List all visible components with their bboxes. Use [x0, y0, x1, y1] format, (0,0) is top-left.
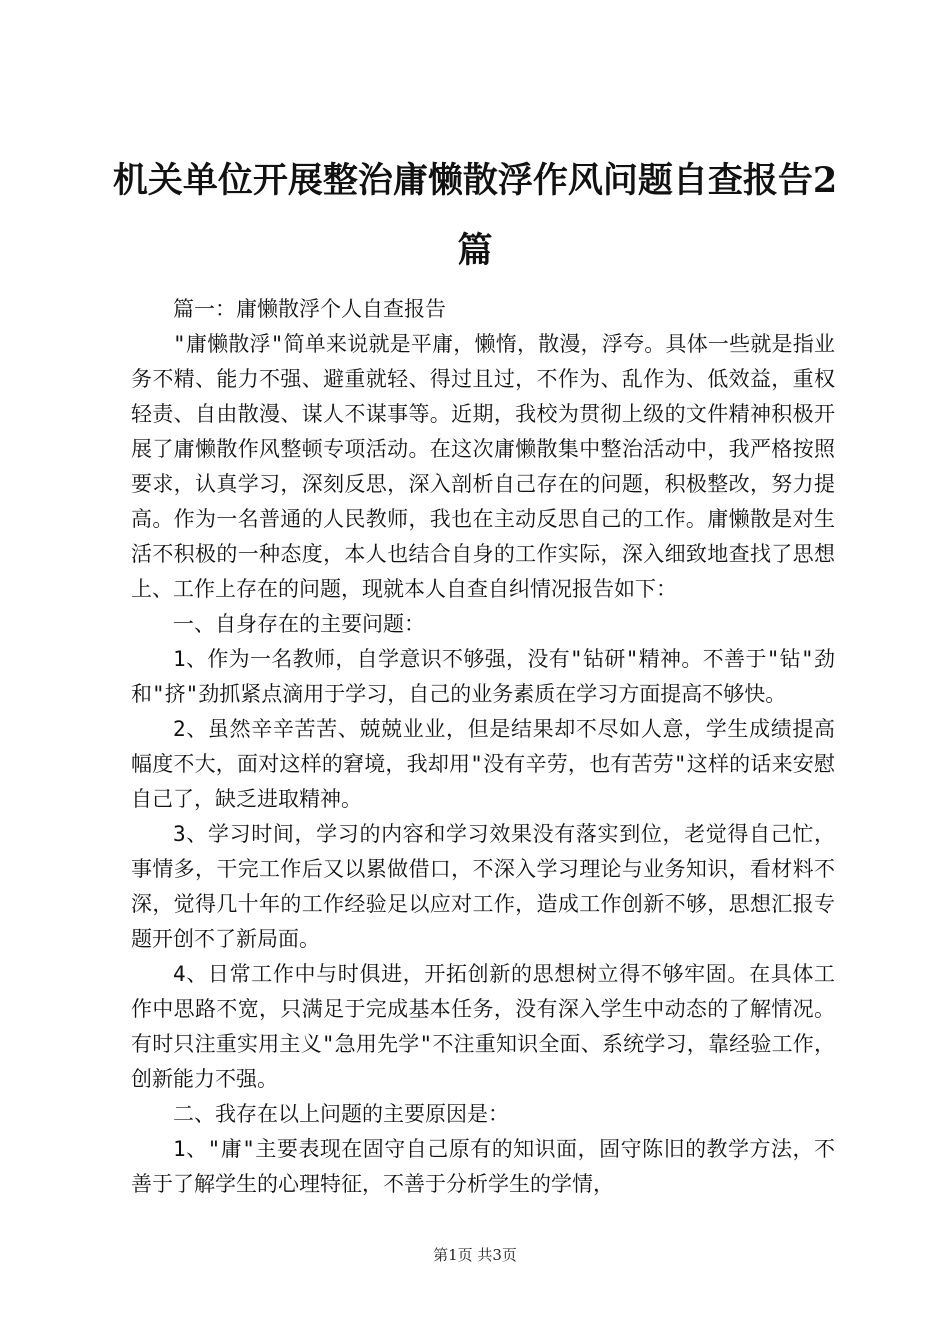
paragraph-problem-3: 3、学习时间，学习的内容和学习效果没有落实到位，老觉得自己忙，事情多，干完工作后又以累做借口，不深入学习理论与业务知识，看材料不深，觉得几十年的工作经验足以应对工作，造成工作创新不够，思想汇报专题开创不了新局面。	[131, 822, 835, 951]
paragraph-problem-2: 2、虽然辛辛苦苦、兢兢业业，但是结果却不尽如人意，学生成绩提高幅度不大，面对这样的窘境，我却用"没有辛劳，也有苦劳"这样的话来安慰自己了，缺乏进取精神。	[131, 717, 835, 811]
paragraph-section-heading-1: 篇一：庸懒散浮个人自查报告	[173, 297, 446, 321]
document-title: 机关单位开展整治庸懒散浮作风问题自查报告2篇	[112, 160, 838, 271]
page-footer: 第1页 共3页	[433, 1246, 517, 1264]
paragraph-problems-heading: 一、自身存在的主要问题：	[173, 612, 425, 636]
paragraph-problem-4: 4、日常工作中与时俱进，开拓创新的思想树立得不够牢固。在具体工作中思路不宽，只满足于完成基本任务，没有深入学生中动态的了解情况。有时只注重实用主义"急用先学"不注重知识全面、系统学习，靠经验工作，创新能力不强。	[131, 962, 835, 1091]
document-body	[131, 292, 835, 1202]
paragraph-intro: "庸懒散浮"简单来说就是平庸，懒惰，散漫，浮夸。具体一些就是指业务不精、能力不强、避重就轻、得过且过，不作为、乱作为、低效益，重权轻责、自由散漫、谋人不谋事等。近期，我校为贯彻上级的文件精神积极开展了庸懒散作风整顿专项活动。在这次庸懒散集中整治活动中，我严格按照要求，认真学习，深刻反思，深入剖析自己存在的问题，积极整改，努力提高。作为一名普通的人民教师，我也在主动反思自己的工作。庸懒散是对生活不积极的一种态度，本人也结合自身的工作实际，深入细致地查找了思想上、工作上存在的问题，现就本人自查自纠情况报告如下：	[131, 332, 835, 601]
paragraph-causes-heading: 二、我存在以上问题的主要原因是：	[173, 1102, 509, 1126]
paragraph-problem-1: 1、作为一名教师，自学意识不够强，没有"钻研"精神。不善于"钻"劲和"挤"劲抓紧点滴用于学习，自己的业务素质在学习方面提高不够快。	[131, 647, 835, 706]
paragraph-cause-1: 1、"庸"主要表现在固守自己原有的知识面，固守陈旧的教学方法，不善于了解学生的心理特征，不善于分析学生的学情，	[131, 1137, 835, 1196]
